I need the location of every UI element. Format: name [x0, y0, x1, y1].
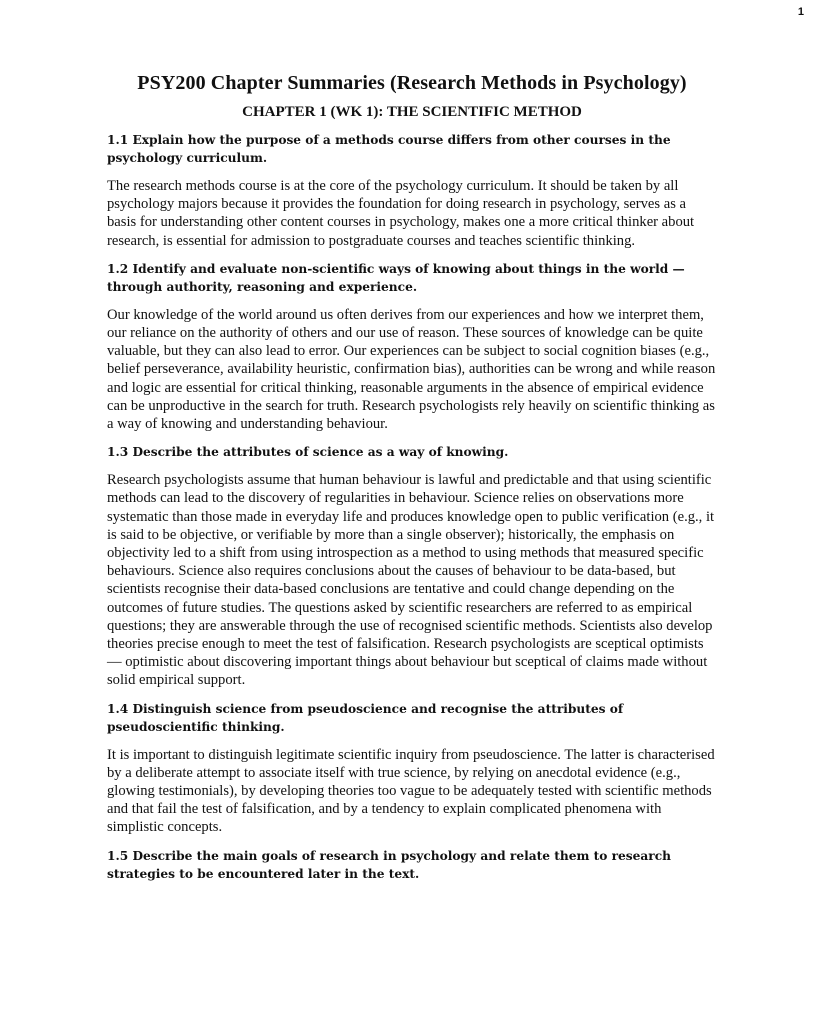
section-body: Research psychologists assume that human behaviour is lawful and predictable and that using scientific methods can lead to the discovery of regularities in behaviour. Science relies on observations more systematic than those made in everyday life and produces knowledge open to public verification (e.g., it is said to be objective, or verifiable by more than a single observer); historically, the emphasis on objectivity led to a shift from using introspection as a method to using methods that measured specific behaviours. Science also requires conclusions about the causes of behaviour to be data-based, but scientists recognise their data-based conclusions are tentative and could change depending on the outcomes of future studies. The questions asked by scientific researchers are referred to as empirical questions; they are answerable through the use of recognised scientific methods. Scientists also develop theories precise enough to meet the test of falsification. Research psychologists are sceptical optimists — optimistic about discovering important things about behaviour but sceptical of claims made without solid empirical support.: [107, 472, 715, 689]
section-heading: 1.2 Identify and evaluate non-scientific ways of knowing about things in the world — through authority, reasoning and experience.: [107, 261, 685, 294]
document-title: PSY200 Chapter Summaries (Research Methods in Psychology): [137, 72, 687, 94]
section-heading: 1.3 Describe the attributes of science as a way of knowing.: [107, 445, 509, 460]
section-1-5: [107, 847, 717, 883]
section-1-2: [107, 260, 717, 433]
section-heading: 1.5 Describe the main goals of research in psychology and relate them to research strategies to be encountered later in the text.: [107, 848, 672, 881]
document-content: [107, 72, 717, 893]
chapter-title: CHAPTER 1 (WK 1): THE SCIENTIFIC METHOD: [242, 104, 582, 120]
section-heading: 1.4 Distinguish science from pseudoscience and recognise the attributes of pseudoscientific thinking.: [107, 701, 624, 734]
section-1-4: [107, 700, 717, 837]
section-1-3: [107, 443, 717, 689]
section-body: Our knowledge of the world around us often derives from our experiences and how we interpret them, our reliance on the authority of others and our use of reason. These sources of knowledge can be quite valuable, but they can also lead to error. Our experiences can be subject to social cognition biases (e.g., belief perseverance, availability heuristic, confirmation bias), authorities can be wrong and while reason and logic are essential for critical thinking, reasonable arguments in the absence of empirical evidence can be unproductive in the search for truth. Research psychologists rely heavily on scientific thinking as a way of knowing and understanding behaviour.: [107, 306, 716, 433]
section-1-1: [107, 131, 717, 250]
section-body: The research methods course is at the core of the psychology curriculum. It should be taken by all psychology majors because it provides the foundation for doing research in psychology, serves as a basis for understanding other content courses in psychology, makes one a more critical thinker about research, is essential for admission to postgraduate courses and teaches scientific thinking.: [107, 178, 695, 249]
section-body: It is important to distinguish legitimate scientific inquiry from pseudoscience. The latter is characterised by a deliberate attempt to associate itself with true science, by relying on anecdotal evidence (e.g., glowing testimonials), by developing theories too vague to be adequately tested with scientific methods and that fail the test of falsification, and by a tendency to explain complicated phenomena with simplistic concepts.: [107, 746, 715, 836]
page-number: 1: [797, 6, 804, 18]
section-heading: 1.1 Explain how the purpose of a methods course differs from other courses in the psychology curriculum.: [107, 133, 671, 165]
